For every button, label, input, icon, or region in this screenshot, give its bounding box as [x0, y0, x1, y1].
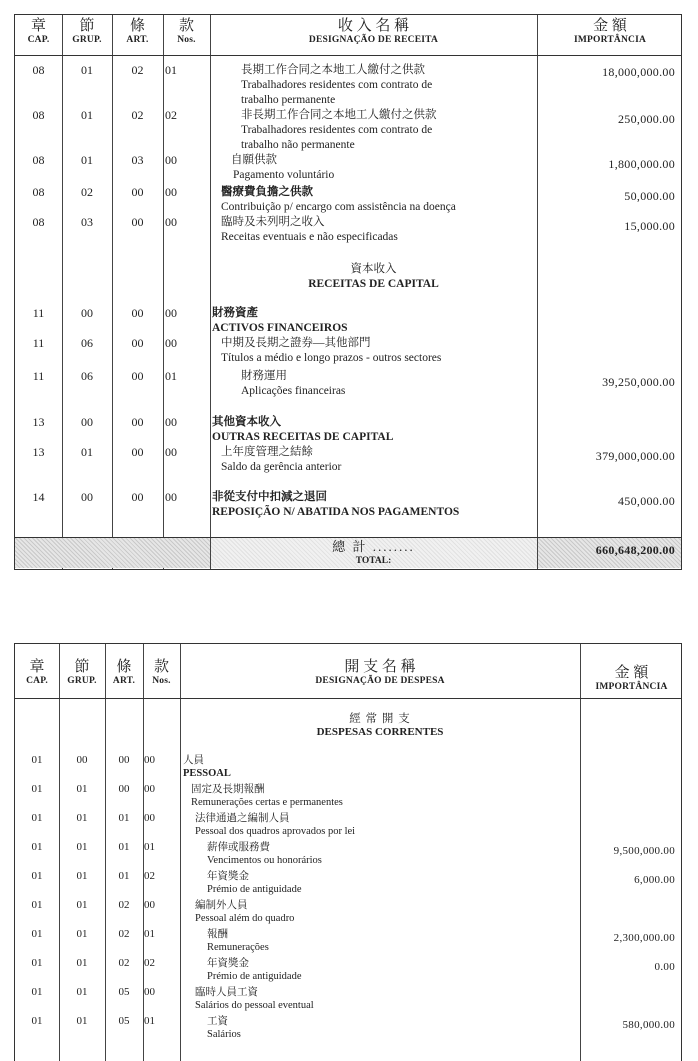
cell-grup: 01	[81, 445, 93, 459]
cell-desc-zh: 固定及長期報酬	[191, 784, 265, 795]
cell-cap: 01	[31, 928, 43, 940]
capital-heading-pt: RECEITAS DE CAPITAL	[308, 278, 439, 290]
cell-nos: 00	[144, 812, 155, 824]
cell-desc-zh: 財務運用	[241, 370, 287, 382]
cell-nos: 00	[165, 215, 177, 229]
cell-desc-pt: Remunerações certas e permanentes	[191, 797, 343, 808]
cell-art: 02	[131, 108, 144, 122]
cell-art: 00	[131, 336, 144, 350]
cell-desc-pt: Receitas eventuais e não especificadas	[221, 231, 398, 243]
despesas-table	[14, 643, 682, 1061]
cell-desc-pt: Aplicações financeiras	[241, 385, 346, 397]
cell-art: 00	[118, 754, 130, 766]
cell-desc-zh: 臨時及未列明之收入	[221, 216, 325, 228]
cell-desc-zh: 醫療費負擔之供款	[221, 186, 313, 198]
cell-grup: 03	[81, 215, 93, 229]
cell-desc-pt: Salários do pessoal eventual	[195, 1000, 314, 1011]
cell-grup: 00	[81, 415, 93, 429]
cell-art: 02	[131, 63, 144, 77]
cell-amount: 250,000.00	[618, 112, 675, 126]
cell-desc-pt: Salários	[207, 1029, 241, 1040]
cell-art: 03	[131, 153, 144, 167]
cell-amount: 0.00	[654, 961, 675, 973]
cell-desc-pt: Contribuição p/ encargo com assistência na doença	[221, 201, 456, 213]
cell-cap: 11	[32, 369, 45, 383]
cell-art: 05	[118, 1015, 130, 1027]
cell-art: 01	[118, 812, 130, 824]
cell-nos: 01	[165, 63, 177, 77]
total-amount: 660,648,200.00	[595, 543, 675, 557]
despesas-heading-zh: 經 常 開 支	[349, 713, 411, 725]
despesas-heading-pt: DESPESAS CORRENTES	[316, 726, 444, 738]
cell-art: 00	[131, 490, 144, 504]
cell-cap: 01	[31, 841, 43, 853]
cell-cap: 13	[32, 415, 45, 429]
cell-amount: 379,000,000.00	[595, 449, 675, 463]
cell-desc-zh: 財務資產	[212, 307, 258, 319]
cell-grup: 01	[76, 1015, 88, 1027]
cell-cap: 08	[32, 185, 45, 199]
cell-desc-zh: 報酬	[207, 929, 228, 940]
cell-amount: 50,000.00	[624, 189, 675, 203]
cell-desc-pt: Prémio de antiguidade	[207, 884, 302, 895]
cell-desc-pt-cont: trabalho permanente	[241, 94, 336, 106]
cell-amount: 2,300,000.00	[613, 932, 675, 944]
cell-art: 00	[131, 215, 144, 229]
cell-desc-pt: Pessoal dos quadros aprovados por lei	[195, 826, 356, 837]
cell-desc-zh: 法律通過之編制人員	[195, 813, 290, 824]
cell-desc-pt: PESSOAL	[183, 768, 231, 779]
header-nos: 款 Nos.	[177, 18, 196, 45]
cell-cap: 08	[32, 215, 45, 229]
cell-desc-zh: 中期及長期之證券—其他部門	[221, 337, 371, 349]
header-designation: 收 入 名 稱 DESIGNAÇÃO DE RECEITA	[308, 18, 439, 45]
cell-desc-pt-cont: trabalho não permanente	[241, 139, 355, 151]
cell-desc-zh: 上年度管理之結餘	[221, 446, 313, 458]
total-label-pt: TOTAL:	[355, 556, 392, 566]
cell-art: 02	[118, 928, 130, 940]
cell-grup: 01	[76, 957, 88, 969]
cell-desc-pt: Prémio de antiguidade	[207, 971, 302, 982]
cell-desc-pt: Saldo da gerência anterior	[221, 461, 342, 473]
cell-cap: 01	[31, 783, 43, 795]
cell-desc-zh: 非從支付中扣減之退回	[212, 491, 327, 503]
cell-cap: 01	[31, 957, 43, 969]
cell-cap: 11	[32, 336, 45, 350]
cell-cap: 01	[31, 870, 43, 882]
cell-art: 00	[118, 783, 130, 795]
cell-grup: 00	[76, 754, 88, 766]
cell-grup: 06	[81, 369, 93, 383]
cell-desc-zh: 臨時人員工資	[195, 987, 258, 998]
receitas-table	[14, 14, 682, 570]
cell-nos: 00	[165, 306, 177, 320]
cell-desc-zh: 非長期工作合同之本地工人繳付之供款	[241, 109, 437, 121]
cell-nos: 00	[144, 754, 155, 766]
cell-art: 01	[118, 870, 130, 882]
cell-nos: 01	[144, 841, 155, 853]
cell-grup: 01	[81, 153, 93, 167]
cell-art: 00	[131, 445, 144, 459]
cell-nos: 01	[144, 928, 155, 940]
cell-art: 00	[131, 185, 144, 199]
cell-desc-zh: 其他資本收入	[212, 416, 281, 428]
cell-desc-pt: Trabalhadores residentes com contrato de	[241, 79, 433, 91]
cell-grup: 02	[81, 185, 93, 199]
header-grup: 節 GRUP.	[72, 18, 102, 45]
cell-desc-zh: 工資	[207, 1016, 228, 1027]
header-nos: 款 Nos.	[152, 659, 171, 686]
cell-art: 05	[118, 986, 130, 998]
cell-grup: 01	[76, 928, 88, 940]
cell-desc-zh: 年資獎金	[207, 871, 249, 882]
cell-nos: 00	[165, 336, 177, 350]
cell-art: 00	[131, 306, 144, 320]
cell-grup: 01	[76, 812, 88, 824]
cell-amount: 580,000.00	[622, 1019, 675, 1031]
cell-art: 02	[118, 899, 130, 911]
cell-grup: 01	[76, 870, 88, 882]
cell-cap: 08	[32, 108, 45, 122]
cell-nos: 00	[165, 490, 177, 504]
cell-amount: 18,000,000.00	[602, 65, 675, 79]
cell-nos: 02	[144, 870, 155, 882]
header-cap: 章 CAP.	[26, 659, 48, 686]
cell-art: 00	[131, 415, 144, 429]
header-amount: 金 額 IMPORTÂNCIA	[573, 18, 647, 45]
cell-desc-zh: 人員	[183, 755, 204, 766]
cell-grup: 01	[76, 899, 88, 911]
cell-cap: 14	[32, 490, 45, 504]
cell-cap: 01	[31, 754, 43, 766]
cell-grup: 01	[76, 783, 88, 795]
cell-amount: 39,250,000.00	[602, 375, 675, 389]
cell-amount: 15,000.00	[624, 219, 675, 233]
cell-nos: 00	[144, 783, 155, 795]
cell-grup: 00	[81, 306, 93, 320]
cell-desc-zh: 薪俸或服務費	[207, 842, 270, 853]
cell-desc-zh: 編制外人員	[195, 900, 248, 911]
cell-amount: 6,000.00	[634, 874, 675, 886]
cell-art: 02	[118, 957, 130, 969]
cell-art: 01	[118, 841, 130, 853]
cell-nos: 02	[165, 108, 177, 122]
cell-cap: 11	[32, 306, 45, 320]
cell-cap: 13	[32, 445, 45, 459]
cell-grup: 06	[81, 336, 93, 350]
cell-nos: 00	[165, 185, 177, 199]
cell-desc-zh: 年資獎金	[207, 958, 249, 969]
cell-nos: 00	[165, 445, 177, 459]
cell-nos: 00	[144, 899, 155, 911]
total-shading	[15, 538, 210, 568]
header-designation: 開 支 名 稱 DESIGNAÇÃO DE DESPESA	[315, 659, 445, 686]
header-grup: 節 GRUP.	[67, 659, 97, 686]
cell-nos: 00	[165, 153, 177, 167]
cell-grup: 01	[81, 63, 93, 77]
cell-desc-pt: Remunerações	[207, 942, 269, 953]
cell-desc-pt: Vencimentos ou honorários	[207, 855, 322, 866]
cell-grup: 01	[76, 986, 88, 998]
header-cap: 章 CAP.	[27, 18, 50, 45]
cell-desc-pt: REPOSIÇÃO N/ ABATIDA NOS PAGAMENTOS	[212, 506, 460, 518]
cell-grup: 01	[81, 108, 93, 122]
cell-amount: 450,000.00	[618, 494, 675, 508]
header-amount: 金 額 IMPORTÂNCIA	[595, 665, 668, 692]
cell-desc-pt: Pagamento voluntário	[233, 169, 335, 181]
header-art: 條 ART.	[112, 659, 136, 686]
cell-cap: 01	[31, 1015, 43, 1027]
cell-nos: 02	[144, 957, 155, 969]
cell-nos: 00	[144, 986, 155, 998]
cell-grup: 00	[81, 490, 93, 504]
cell-desc-zh: 長期工作合同之本地工人繳付之供款	[241, 64, 425, 76]
cell-nos: 00	[165, 415, 177, 429]
cell-art: 00	[131, 369, 144, 383]
cell-cap: 08	[32, 153, 45, 167]
cell-desc-pt: ACTIVOS FINANCEIROS	[212, 322, 348, 334]
cell-cap: 01	[31, 899, 43, 911]
cell-desc-pt: Pessoal além do quadro	[195, 913, 295, 924]
cell-desc-pt: Trabalhadores residentes com contrato de	[241, 124, 433, 136]
cell-desc-pt: OUTRAS RECEITAS DE CAPITAL	[212, 431, 394, 443]
cell-cap: 01	[31, 812, 43, 824]
cell-desc-zh: 自願供款	[231, 154, 277, 166]
capital-heading-zh: 資本收入	[350, 263, 397, 275]
cell-amount: 1,800,000.00	[608, 157, 675, 171]
cell-nos: 01	[165, 369, 177, 383]
header-art: 條 ART.	[126, 18, 149, 45]
cell-cap: 01	[31, 986, 43, 998]
cell-cap: 08	[32, 63, 45, 77]
cell-desc-pt: Títulos a médio e longo prazos - outros sectores	[221, 352, 442, 364]
cell-amount: 9,500,000.00	[613, 845, 675, 857]
cell-grup: 01	[76, 841, 88, 853]
cell-nos: 01	[144, 1015, 155, 1027]
total-label-zh: 總 計 ........	[332, 539, 415, 554]
